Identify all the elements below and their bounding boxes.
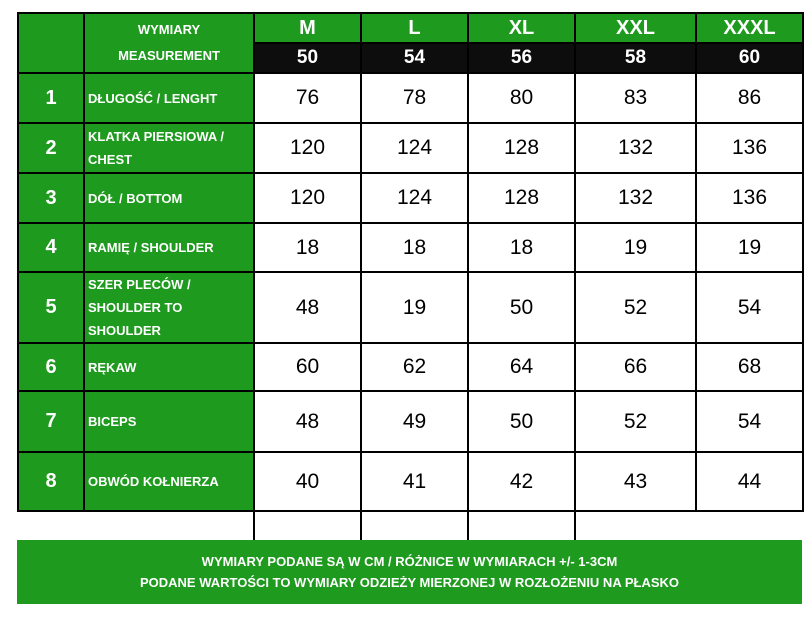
size-name-row [18,13,803,43]
footer-line1: WYMIARY PODANE SĄ W CM / RÓŻNICE W WYMIARACH +/- 1-3CM [201,554,618,569]
size-name-xl: XL [468,13,575,43]
row-number: 8 [18,452,84,511]
value-cell: 19 [575,223,696,272]
row-label [84,343,254,391]
blank-cell [468,511,575,541]
row-label [84,73,254,123]
value-cell: 44 [696,452,803,511]
value-cell: 49 [361,391,468,452]
value-cell: 18 [361,223,468,272]
row-label-line: BICEPS [88,414,137,429]
size-chart-body [18,13,803,541]
size-number-xl: 56 [468,43,575,73]
footer-line2: PODANE WARTOŚCI TO WYMIARY ODZIEŻY MIERZONEJ W ROZŁOŻENIU NA PŁASKO [139,575,680,590]
spacer-cell [18,511,84,541]
row-label [84,272,254,343]
table-row [18,173,803,223]
row-number: 6 [18,343,84,391]
value-cell: 18 [468,223,575,272]
row-number: 4 [18,223,84,272]
row-number: 1 [18,73,84,123]
value-cell: 66 [575,343,696,391]
spacer-cell [575,511,696,541]
size-number-xxl: 58 [575,43,696,73]
footer-note [17,540,802,604]
value-cell: 19 [696,223,803,272]
value-cell: 60 [254,343,361,391]
row-label [84,391,254,452]
row-label [84,452,254,511]
value-cell: 128 [468,123,575,173]
value-cell: 19 [361,272,468,343]
table-row [18,343,803,391]
value-cell: 124 [361,123,468,173]
value-cell: 136 [696,173,803,223]
value-cell: 54 [696,391,803,452]
row-number: 3 [18,173,84,223]
value-cell: 50 [468,272,575,343]
value-cell: 42 [468,452,575,511]
row-label-line: KLATKA PIERSIOWA / [88,129,225,144]
value-cell: 80 [468,73,575,123]
blank-cell [254,511,361,541]
size-number-l: 54 [361,43,468,73]
size-name-m: M [254,13,361,43]
value-cell: 43 [575,452,696,511]
row-number: 2 [18,123,84,173]
row-label-line: SHOULDER [88,323,161,338]
table-row [18,123,803,173]
row-number: 5 [18,272,84,343]
value-cell: 76 [254,73,361,123]
value-cell: 86 [696,73,803,123]
table-row [18,272,803,343]
value-cell: 40 [254,452,361,511]
row-label-line: OBWÓD KOŁNIERZA [88,474,219,489]
size-name-xxxl: XXXL [696,13,803,43]
value-cell: 48 [254,391,361,452]
spacer-cell [84,511,254,541]
measurement-header [84,13,254,73]
table-row [18,223,803,272]
value-cell: 136 [696,123,803,173]
size-name-xxl: XXL [575,13,696,43]
value-cell: 62 [361,343,468,391]
row-number: 7 [18,391,84,452]
value-cell: 64 [468,343,575,391]
row-label-line: RAMIĘ / SHOULDER [88,240,214,255]
trailing-blank-row [18,511,803,541]
size-number-xxxl: 60 [696,43,803,73]
value-cell: 120 [254,123,361,173]
row-label-line: DÓŁ / BOTTOM [88,190,183,206]
spacer-cell [696,511,803,541]
measurement-header-line2: MEASUREMENT [118,48,220,63]
table-row [18,452,803,511]
row-label-line: DŁUGOŚĆ / LENGHT [88,90,218,106]
value-cell: 120 [254,173,361,223]
value-cell: 128 [468,173,575,223]
table-row [18,391,803,452]
value-cell: 83 [575,73,696,123]
row-label [84,223,254,272]
measurement-header-line1: WYMIARY [137,22,201,37]
row-label-line: SZER PLECÓW / [88,277,191,292]
value-cell: 68 [696,343,803,391]
corner-cell [18,13,84,73]
value-cell: 18 [254,223,361,272]
value-cell: 50 [468,391,575,452]
value-cell: 52 [575,272,696,343]
value-cell: 41 [361,452,468,511]
row-label-line: CHEST [88,152,133,167]
value-cell: 48 [254,272,361,343]
value-cell: 54 [696,272,803,343]
value-cell: 124 [361,173,468,223]
row-label-line: SHOULDER TO [88,300,183,315]
row-label-line: RĘKAW [88,359,137,375]
table-row [18,73,803,123]
size-number-m: 50 [254,43,361,73]
size-name-l: L [361,13,468,43]
value-cell: 132 [575,123,696,173]
row-label [84,173,254,223]
row-label [84,123,254,173]
value-cell: 132 [575,173,696,223]
value-cell: 52 [575,391,696,452]
value-cell: 78 [361,73,468,123]
blank-cell [361,511,468,541]
size-chart-table [17,12,804,542]
